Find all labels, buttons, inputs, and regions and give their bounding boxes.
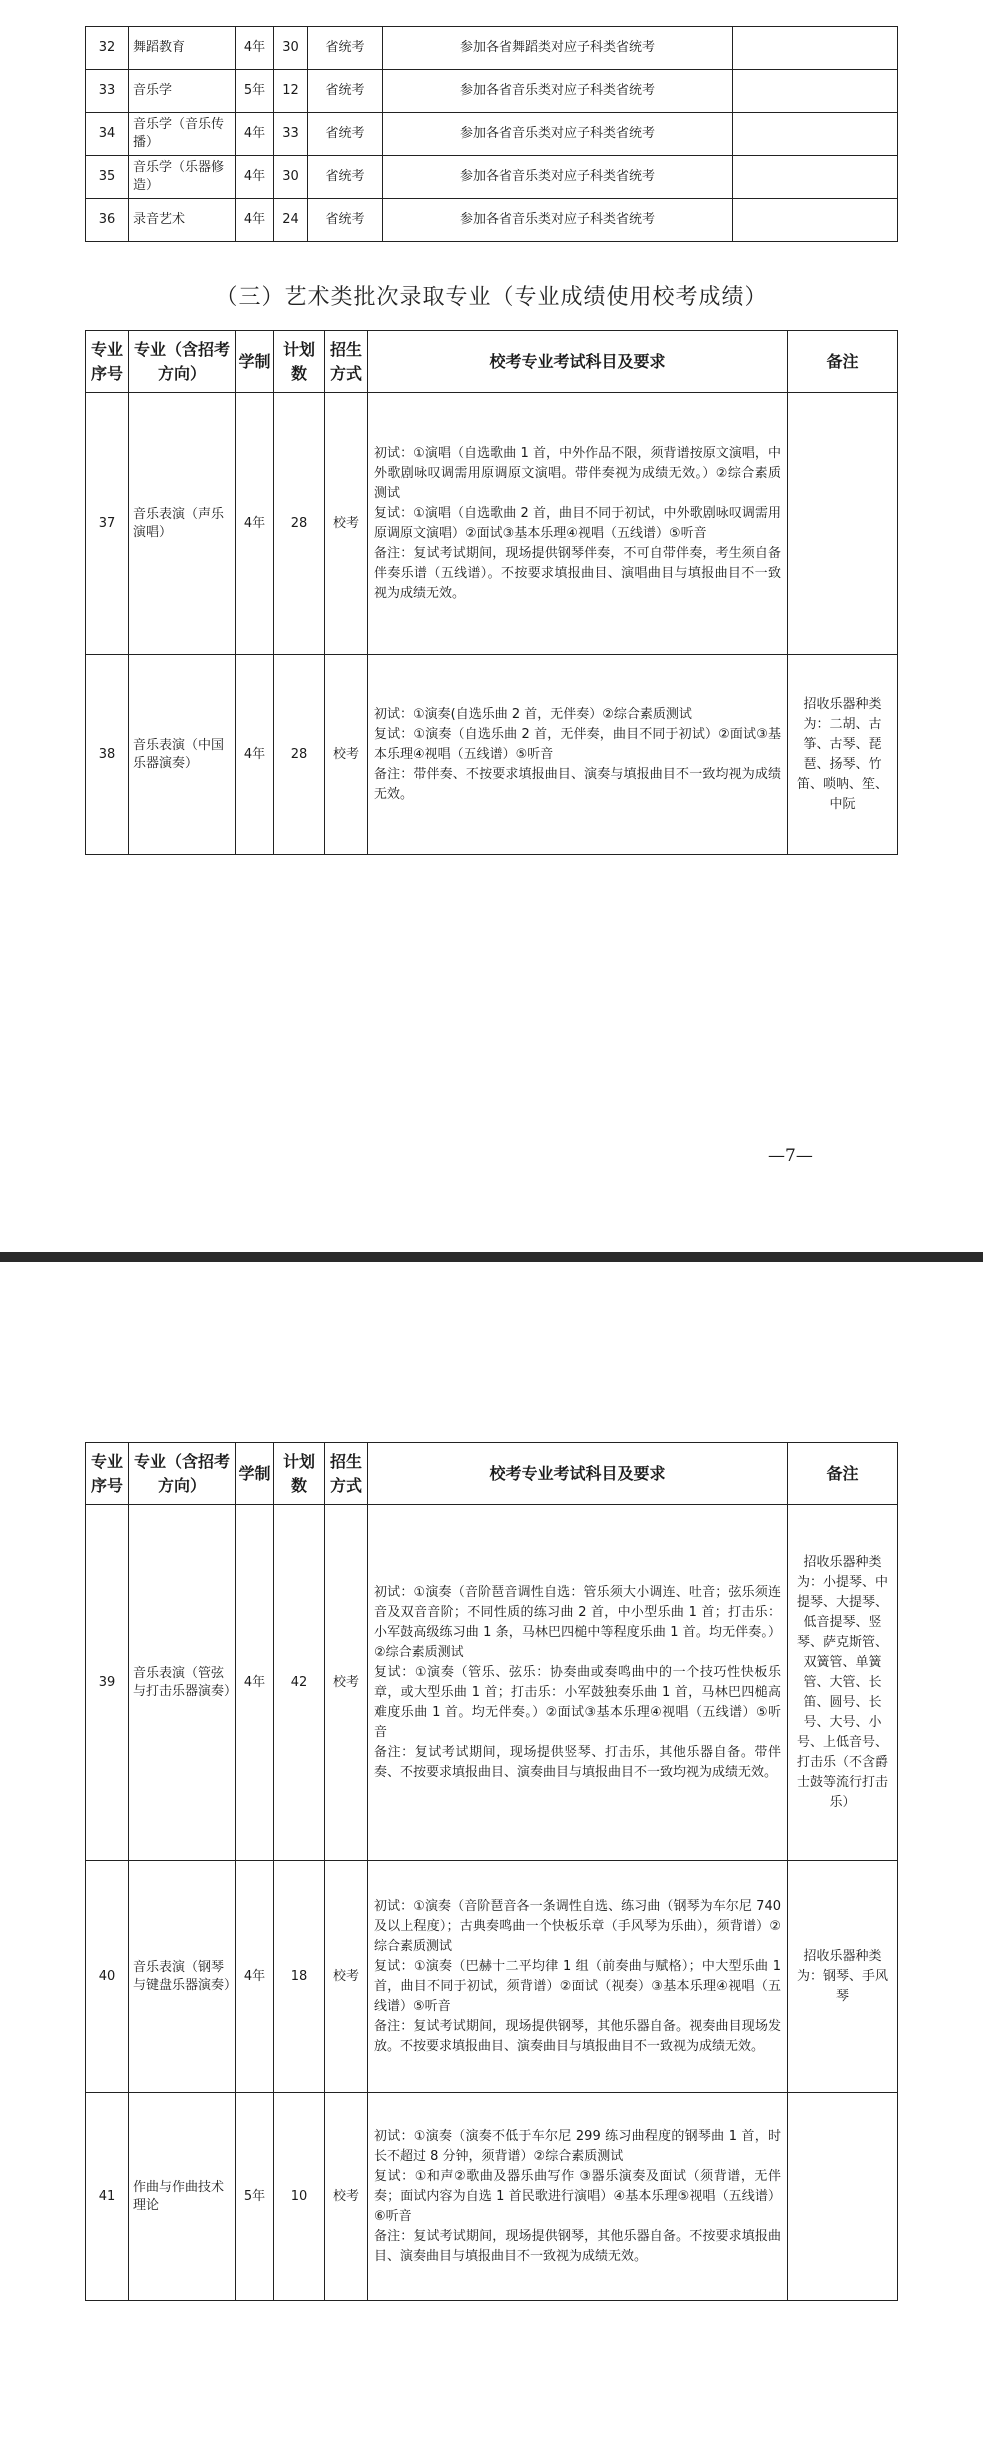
exam-remarks-text: 备注：复试考试期间，现场提供竖琴、打击乐，其他乐器自备。带伴奏、不按要求填报曲目、演奏曲目与填报曲目不一致均视为成绩无效。 <box>374 1744 781 1780</box>
table-row <box>86 2093 898 2301</box>
remarks <box>788 393 898 655</box>
header-exam-requirements: 校考专业考试科目及要求 <box>368 331 788 393</box>
retest-exam-text: 复试：①和声②歌曲及器乐曲写作 ③器乐演奏及面试（须背谱，无伴奏；面试内容为自选 1 首民歌进行演唱）④基本乐理⑤视唱（五线谱）⑥听音 <box>374 2168 781 2224</box>
plan-count: 33 <box>274 113 308 156</box>
admission-method: 省统考 <box>308 27 383 70</box>
table-row <box>86 156 898 199</box>
music-dance-unified-exam-table <box>85 26 898 242</box>
header-major-number: 专业序号 <box>86 331 129 393</box>
exam-remarks-text: 备注：复试考试期间，现场提供钢琴，其他乐器自备。视奏曲目现场发放。不按要求填报曲目、演奏曲目与填报曲目不一致视为成绩无效。 <box>374 2018 781 2054</box>
duration: 4年 <box>236 156 274 199</box>
header-remarks: 备注 <box>788 1443 898 1505</box>
major-number: 32 <box>86 27 129 70</box>
plan-count: 30 <box>274 156 308 199</box>
major-name: 作曲与作曲技术理论 <box>129 2093 236 2301</box>
exam-requirements: 参加各省舞蹈类对应子科类省统考 <box>383 27 733 70</box>
header-duration: 学制 <box>236 331 274 393</box>
exam-requirements: 参加各省音乐类对应子科类省统考 <box>383 70 733 113</box>
preliminary-exam-text: 初试：①演唱（自选歌曲 1 首，中外作品不限，须背谱按原文演唱，中外歌剧咏叹调需用原调原文演唱。带伴奏视为成绩无效。）②综合素质测试 <box>374 445 781 501</box>
table-row <box>86 113 898 156</box>
major-name: 音乐表演（钢琴与键盘乐器演奏） <box>129 1861 236 2093</box>
preliminary-exam-text: 初试：①演奏(自选乐曲 2 首，无伴奏）②综合素质测试 <box>374 706 692 722</box>
exam-requirements: 参加各省音乐类对应子科类省统考 <box>383 156 733 199</box>
major-number: 39 <box>86 1505 129 1861</box>
major-number: 41 <box>86 2093 129 2301</box>
admission-method: 校考 <box>325 2093 368 2301</box>
exam-requirements <box>368 2093 788 2301</box>
table-row <box>86 1861 898 2093</box>
major-name: 音乐学（乐器修造） <box>129 156 236 199</box>
major-name: 录音艺术 <box>129 199 236 242</box>
remarks <box>733 70 898 113</box>
remarks: 招收乐器种类为：二胡、古筝、古琴、琵琶、扬琴、竹笛、唢呐、笙、中阮 <box>788 655 898 855</box>
exam-requirements <box>368 1505 788 1861</box>
plan-count: 30 <box>274 27 308 70</box>
major-number: 35 <box>86 156 129 199</box>
plan-count: 28 <box>274 393 325 655</box>
major-name: 音乐表演（声乐演唱） <box>129 393 236 655</box>
exam-requirements <box>368 1861 788 2093</box>
exam-remarks-text: 备注：复试考试期间，现场提供钢琴，其他乐器自备。不按要求填报曲目、演奏曲目与填报曲目不一致视为成绩无效。 <box>374 2228 781 2264</box>
page-divider <box>0 1252 983 1262</box>
duration: 5年 <box>236 70 274 113</box>
duration: 4年 <box>236 27 274 70</box>
table-row <box>86 27 898 70</box>
admission-method: 校考 <box>325 1505 368 1861</box>
plan-count: 18 <box>274 1861 325 2093</box>
plan-count: 12 <box>274 70 308 113</box>
major-number: 36 <box>86 199 129 242</box>
exam-remarks-text: 备注：复试考试期间，现场提供钢琴伴奏，不可自带伴奏，考生须自备伴奏乐谱（五线谱）。不按要求填报曲目、演唱曲目与填报曲目不一致视为成绩无效。 <box>374 545 781 601</box>
duration: 4年 <box>236 113 274 156</box>
duration: 4年 <box>236 199 274 242</box>
exam-requirements <box>368 393 788 655</box>
table-row <box>86 70 898 113</box>
header-duration: 学制 <box>236 1443 274 1505</box>
major-number: 33 <box>86 70 129 113</box>
remarks: 招收乐器种类为：钢琴、手风琴 <box>788 1861 898 2093</box>
art-batch-admission-table <box>85 330 898 855</box>
section-title: （三）艺术类批次录取专业（专业成绩使用校考成绩） <box>215 285 768 310</box>
art-batch-admission-table-continued <box>85 1442 898 2301</box>
admission-method: 校考 <box>325 1861 368 2093</box>
plan-count: 42 <box>274 1505 325 1861</box>
header-admission-method: 招生方式 <box>325 331 368 393</box>
header-plan-count: 计划数 <box>274 1443 325 1505</box>
major-name: 舞蹈教育 <box>129 27 236 70</box>
table-header-row <box>86 331 898 393</box>
major-name: 音乐表演（管弦与打击乐器演奏） <box>129 1505 236 1861</box>
page-number: —7— <box>768 1146 813 1166</box>
exam-requirements: 参加各省音乐类对应子科类省统考 <box>383 113 733 156</box>
remarks <box>733 199 898 242</box>
header-major-name: 专业（含招考方向） <box>129 331 236 393</box>
admission-method: 省统考 <box>308 156 383 199</box>
remarks <box>733 156 898 199</box>
header-plan-count: 计划数 <box>274 331 325 393</box>
preliminary-exam-text: 初试：①演奏（音阶琶音调性自选：管乐须大小调连、吐音；弦乐须连音及双音音阶；不同性质的练习曲 2 首，中小型乐曲 1 首；打击乐：小军鼓高级练习曲 1 条，马林巴四槌中等程度乐曲 1 首。均无伴奏。）②综合素质测试 <box>374 1584 781 1660</box>
retest-exam-text: 复试：①演奏（自选乐曲 2 首，无伴奏，曲目不同于初试）②面试③基本乐理④视唱（五线谱）⑤听音 <box>374 726 781 762</box>
admission-method: 省统考 <box>308 199 383 242</box>
exam-requirements: 参加各省音乐类对应子科类省统考 <box>383 199 733 242</box>
preliminary-exam-text: 初试：①演奏（音阶琶音各一条调性自选、练习曲（钢琴为车尔尼 740 及以上程度）；古典奏鸣曲一个快板乐章（手风琴为乐曲），须背谱）②综合素质测试 <box>374 1898 781 1954</box>
duration: 5年 <box>236 2093 274 2301</box>
duration: 4年 <box>236 1861 274 2093</box>
header-major-number: 专业序号 <box>86 1443 129 1505</box>
exam-requirements <box>368 655 788 855</box>
duration: 4年 <box>236 393 274 655</box>
remarks: 招收乐器种类为：小提琴、中提琴、大提琴、低音提琴、竖琴、萨克斯管、双簧管、单簧管、大管、长笛、圆号、长号、大号、小号、上低音号、打击乐（不含爵士鼓等流行打击乐） <box>788 1505 898 1861</box>
header-major-name: 专业（含招考方向） <box>129 1443 236 1505</box>
table-header-row <box>86 1443 898 1505</box>
retest-exam-text: 复试：①演唱（自选歌曲 2 首，曲目不同于初试，中外歌剧咏叹调需用原调原文演唱）②面试③基本乐理④视唱（五线谱）⑤听音 <box>374 505 781 541</box>
admission-method: 校考 <box>325 655 368 855</box>
major-number: 38 <box>86 655 129 855</box>
plan-count: 10 <box>274 2093 325 2301</box>
preliminary-exam-text: 初试：①演奏（演奏不低于车尔尼 299 练习曲程度的钢琴曲 1 首，时长不超过 8 分钟，须背谱）②综合素质测试 <box>374 2128 781 2164</box>
duration: 4年 <box>236 1505 274 1861</box>
major-number: 34 <box>86 113 129 156</box>
admission-method: 省统考 <box>308 113 383 156</box>
retest-exam-text: 复试：①演奏（巴赫十二平均律 1 组（前奏曲与赋格）；中大型乐曲 1 首，曲目不同于初试，须背谱）②面试（视奏）③基本乐理④视唱（五线谱）⑤听音 <box>374 1958 781 2014</box>
table-row <box>86 393 898 655</box>
major-name: 音乐学（音乐传播） <box>129 113 236 156</box>
remarks <box>733 113 898 156</box>
plan-count: 28 <box>274 655 325 855</box>
header-admission-method: 招生方式 <box>325 1443 368 1505</box>
plan-count: 24 <box>274 199 308 242</box>
header-exam-requirements: 校考专业考试科目及要求 <box>368 1443 788 1505</box>
table-row <box>86 655 898 855</box>
exam-remarks-text: 备注：带伴奏、不按要求填报曲目、演奏与填报曲目不一致均视为成绩无效。 <box>374 766 781 802</box>
major-number: 40 <box>86 1861 129 2093</box>
major-number: 37 <box>86 393 129 655</box>
major-name: 音乐表演（中国乐器演奏） <box>129 655 236 855</box>
remarks <box>788 2093 898 2301</box>
admission-method: 校考 <box>325 393 368 655</box>
retest-exam-text: 复试：①演奏（管乐、弦乐：协奏曲或奏鸣曲中的一个技巧性快板乐章，或大型乐曲 1 首；打击乐：小军鼓独奏乐曲 1 首，马林巴四槌高难度乐曲 1 首。均无伴奏。）②面试③基本乐理④视唱（五线谱）⑤听音 <box>374 1664 781 1740</box>
table-row <box>86 199 898 242</box>
admission-method: 省统考 <box>308 70 383 113</box>
major-name: 音乐学 <box>129 70 236 113</box>
duration: 4年 <box>236 655 274 855</box>
header-remarks: 备注 <box>788 331 898 393</box>
document-page-8 <box>0 1262 983 2447</box>
remarks <box>733 27 898 70</box>
table-row <box>86 1505 898 1861</box>
